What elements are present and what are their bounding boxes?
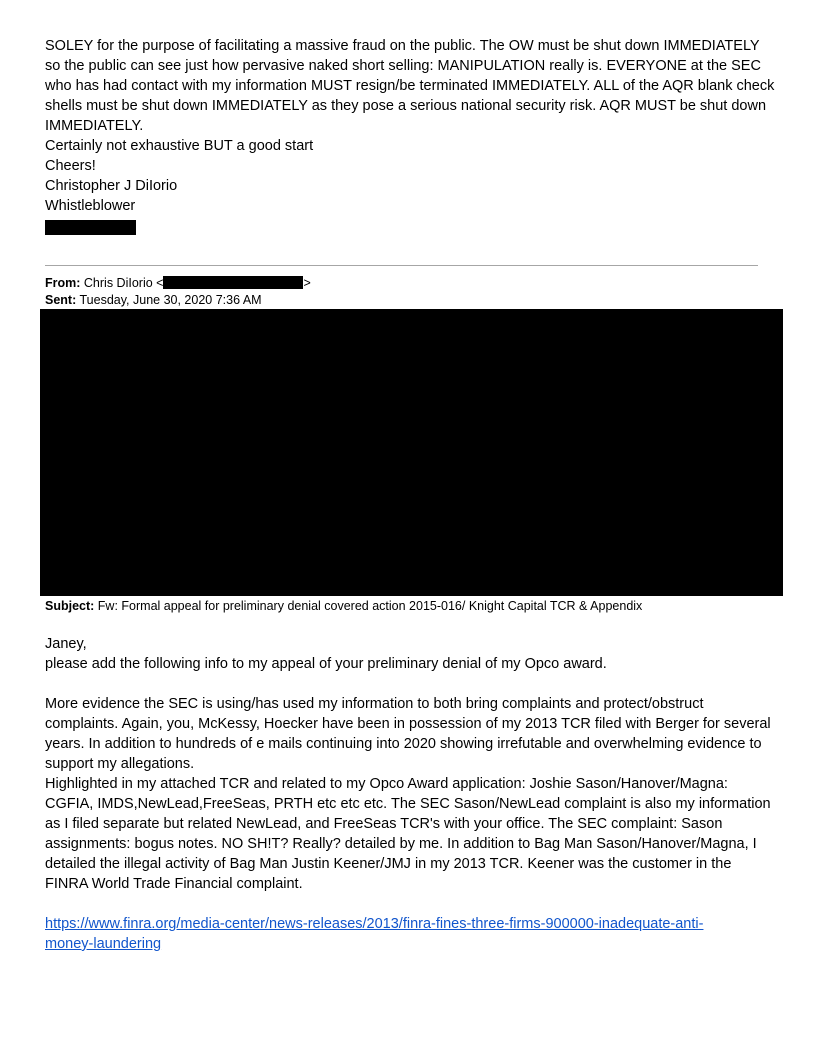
subject-row (45, 598, 642, 615)
body-spacer-1 (45, 674, 775, 694)
body-spacer-2 (45, 894, 775, 914)
closing-line-cheers: Cheers! (45, 158, 96, 174)
sent-row (45, 292, 311, 309)
email-header (45, 275, 311, 309)
finra-link-container (45, 914, 750, 954)
salutation: Janey, (45, 636, 87, 652)
email-body (45, 634, 775, 954)
subject-row-container (45, 598, 642, 615)
email-divider (45, 265, 758, 266)
highlight-paragraph: Highlighted in my attached TCR and related to my Opco Award application: Joshie Sason/Hanover/Magna: CGFIA, IMDS,NewLead,FreeSeas, PRTH etc etc etc. The SEC Sason/NewLead complaint is also my information as I filed separate but related NewLead, and FreeSeas TCR's with your office. The SEC complaint: Sason assignments: bogus notes. NO SH!T? Really? detailed by me. In addition to Bag Man Sason/Hanover/Magna, I detailed the illegal activity of Bag Man Justin Keener/JMJ in my 2013 TCR. Keener was the customer in the FINRA World Trade Financial complaint. (45, 776, 771, 892)
finra-news-release-link[interactable]: https://www.finra.org/media-center/news-releases/2013/finra-fines-three-firms-900000-inadequate-anti-money-laundering (45, 916, 704, 952)
signature-name: Christopher J DiIorio (45, 178, 178, 194)
sent-value: Tuesday, June 30, 2020 7:36 AM (79, 293, 262, 307)
from-email-redaction (163, 276, 303, 289)
from-name: Chris DiIorio < (83, 276, 164, 290)
subject-value: Fw: Formal appeal for preliminary denial covered action 2015-016/ Knight Capital TCR & Appendix (97, 599, 643, 613)
from-label: From: (45, 276, 81, 290)
from-close: > (303, 276, 311, 290)
signature-redaction (45, 220, 136, 235)
signature-title: Whistleblower (45, 198, 136, 214)
sent-label: Sent: (45, 293, 77, 307)
request-line: please add the following info to my appeal of your preliminary denial of my Opco award. (45, 656, 607, 672)
evidence-paragraph: More evidence the SEC is using/has used my information to both bring complaints and protect/obstruct complaints. Again, you, McKessy, Hoecker have been in possession of my 2013 TCR filed with Berger for several years. In addition to hundreds of e mails continuing into 2020 showing irrefutable and overwhelming evidence to support my allegations. (45, 696, 771, 772)
recipients-redaction-block (40, 309, 783, 596)
closing-line-certainly: Certainly not exhaustive BUT a good start (45, 138, 314, 154)
subject-label: Subject: (45, 599, 95, 613)
top-paragraph-block (45, 36, 775, 216)
from-row (45, 275, 311, 292)
opening-paragraph: SOLEY for the purpose of facilitating a massive fraud on the public. The OW must be shut down IMMEDIATELY so the public can see just how pervasive naked short selling: MANIPULATION really is. EVERYONE at the SEC who has had contact with my information MUST resign/be terminated IMMEDIATELY. ALL of the AQR blank check shells must be shut down IMMEDIATELY as they pose a serious national security risk. AQR MUST be shut down IMMEDIATELY. (45, 38, 775, 134)
